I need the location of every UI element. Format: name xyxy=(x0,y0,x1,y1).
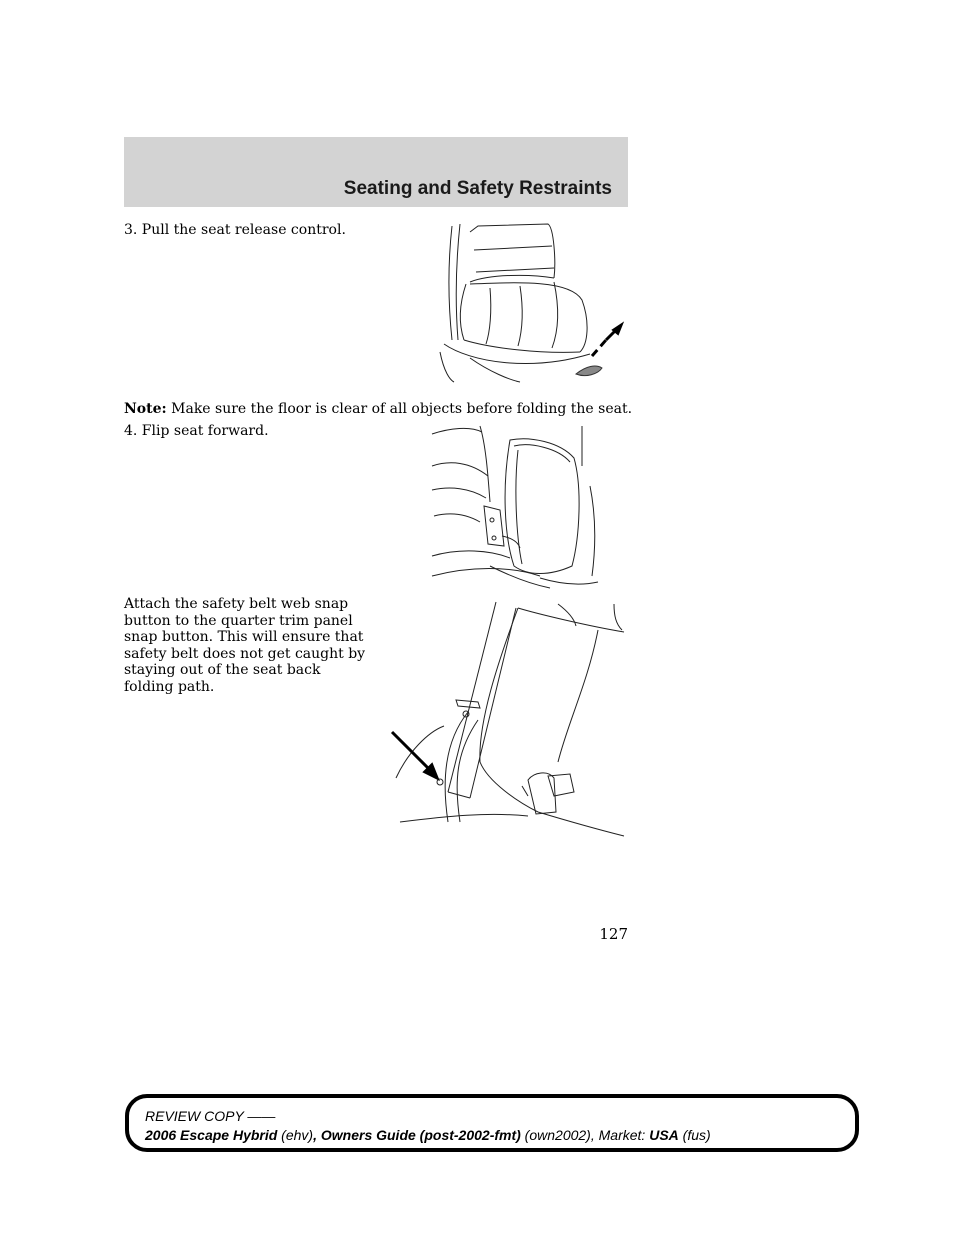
seat-folded-forward-illustration xyxy=(430,426,602,588)
review-copy-label: REVIEW COPY —— xyxy=(145,1108,276,1124)
note-label: Note: xyxy=(124,401,167,417)
page-number: 127 xyxy=(599,925,628,943)
separator: , xyxy=(313,1127,321,1143)
step-3-text: 3. Pull the seat release control. xyxy=(124,222,346,238)
safety-belt-snap-illustration xyxy=(388,602,628,842)
document-identifier xyxy=(145,1127,711,1143)
step-4-text: 4. Flip seat forward. xyxy=(124,423,269,439)
guide-name: Owners Guide (post-2002-fmt) xyxy=(320,1127,521,1143)
market-label: , Market: xyxy=(590,1127,650,1143)
seat-release-illustration xyxy=(430,222,630,382)
section-header-band xyxy=(124,137,628,207)
note-paragraph xyxy=(124,401,644,418)
note-text: Make sure the floor is clear of all objects before folding the seat. xyxy=(166,401,633,417)
guide-code: (own2002) xyxy=(520,1127,591,1143)
vehicle-name: 2006 Escape Hybrid xyxy=(145,1127,278,1143)
attach-belt-paragraph: Attach the safety belt web snap button to the quarter trim panel snap button. This will ensure that safety belt does not get caught by staying out of the seat back folding path. xyxy=(124,596,366,695)
section-title: Seating and Safety Restraints xyxy=(343,178,612,199)
review-copy-footer xyxy=(125,1094,859,1152)
market-value: USA xyxy=(649,1127,679,1143)
market-code: (fus) xyxy=(678,1127,711,1143)
vehicle-code: (ehv) xyxy=(277,1127,314,1143)
